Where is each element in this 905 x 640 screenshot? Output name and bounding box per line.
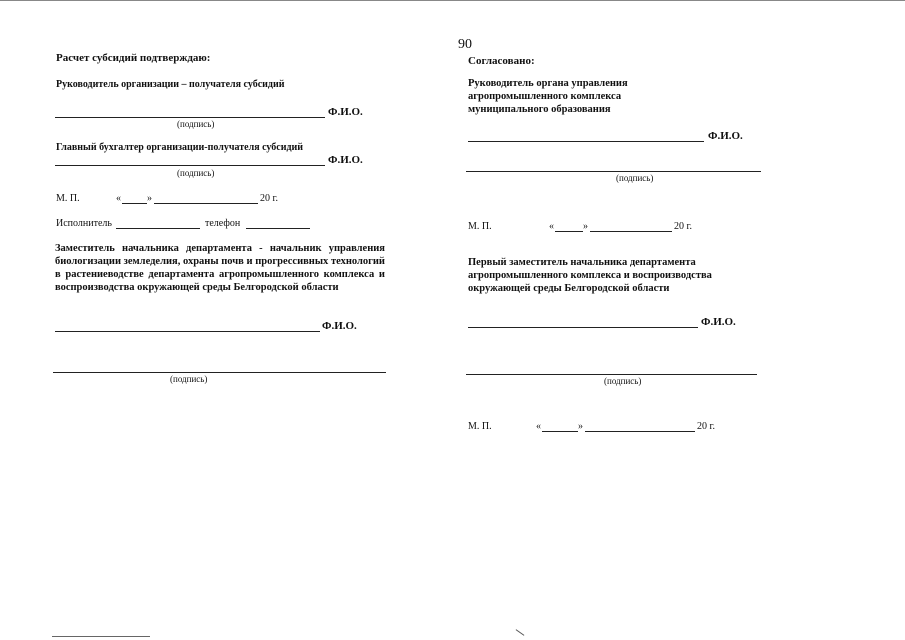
bottom-scan-line	[52, 636, 150, 637]
left-accountant-label: Главный бухгалтер организации-получателя субсидий	[56, 142, 304, 153]
right-year-2: 20 г.	[697, 421, 715, 432]
right-day-line-2	[542, 431, 578, 432]
right-date-open-1: «	[549, 221, 554, 232]
right-head-signature-line	[468, 141, 704, 142]
left-fio-3: Ф.И.О.	[322, 320, 357, 332]
left-executor-line	[116, 228, 200, 229]
left-fio-1: Ф.И.О.	[328, 106, 363, 118]
top-edge-rule	[0, 0, 905, 1]
right-head-text: Руководитель органа управления агропромышленного комплекса муниципального образования	[468, 78, 628, 115]
right-mp-2: М. П.	[468, 421, 492, 432]
right-date-open-2: «	[536, 421, 541, 432]
left-deputy-signature-line	[55, 331, 320, 332]
right-month-line-1	[590, 231, 672, 232]
right-heading: Согласовано:	[468, 55, 535, 67]
right-fio-1: Ф.И.О.	[708, 130, 743, 142]
left-heading: Расчет субсидий подтверждаю:	[56, 52, 211, 64]
left-sign-label-2: (подпись)	[177, 168, 215, 178]
left-head-signature-line	[55, 117, 325, 118]
left-sign-label-1: (подпись)	[177, 119, 215, 129]
left-mp: М. П.	[56, 193, 80, 204]
right-date-close-2: »	[578, 421, 583, 432]
right-fio-2: Ф.И.О.	[701, 316, 736, 328]
right-date-close-1: »	[583, 221, 588, 232]
left-date-open: «	[116, 193, 121, 204]
right-month-line-2	[585, 431, 695, 432]
right-year-1: 20 г.	[674, 221, 692, 232]
right-deputy-text: Первый заместитель начальника департамента агропромышленного комплекса и воспроизводства окружающей среды Белгородской области	[468, 257, 712, 294]
left-sign-label-3: (подпись)	[170, 374, 208, 384]
right-deputy-sign-line-2	[466, 374, 757, 375]
left-deputy-text: Заместитель начальника департамента - начальник управления биологизации земледелия, охраны почв и прогрессивных технологий в растениеводстве департамента агропромышленного комплекса и воспроизводства окружающей среды Белгородской области	[55, 243, 385, 293]
right-head-sign-line-2	[466, 171, 761, 172]
scan-mark	[516, 629, 525, 636]
left-month-line	[154, 203, 258, 204]
right-mp-1: М. П.	[468, 221, 492, 232]
left-deputy-sign-line-2	[53, 372, 386, 373]
right-sign-label-2: (подпись)	[604, 376, 642, 386]
left-phone: телефон	[205, 218, 241, 229]
page-number: 90	[458, 37, 472, 52]
left-day-line	[122, 203, 147, 204]
right-deputy-signature-line	[468, 327, 698, 328]
left-phone-line	[246, 228, 310, 229]
right-day-line-1	[555, 231, 583, 232]
left-fio-2: Ф.И.О.	[328, 154, 363, 166]
left-executor: Исполнитель	[56, 218, 112, 229]
left-accountant-signature-line	[55, 165, 325, 166]
left-year: 20 г.	[260, 193, 278, 204]
left-date-close: »	[147, 193, 152, 204]
left-head-label: Руководитель организации – получателя субсидий	[56, 79, 285, 90]
right-sign-label-1: (подпись)	[616, 173, 654, 183]
